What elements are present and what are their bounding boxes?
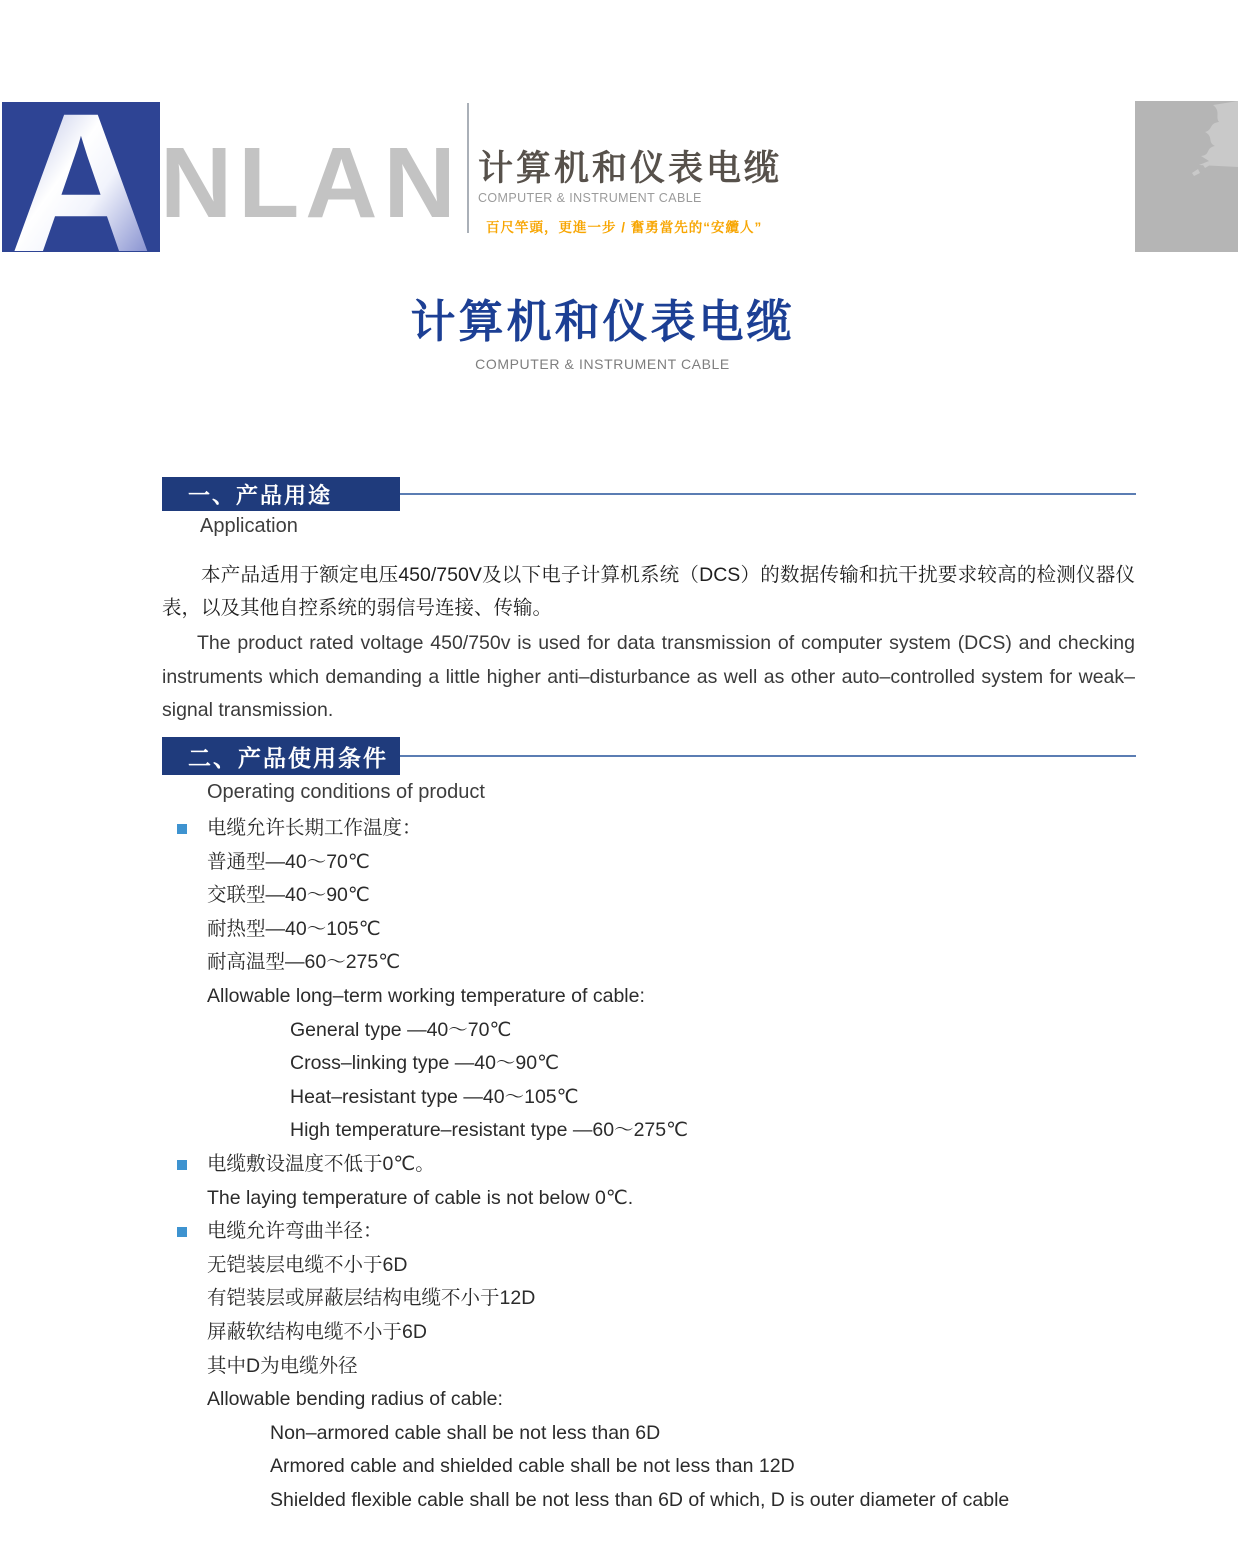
list-item [162, 1417, 1135, 1451]
list-item [162, 1383, 1135, 1417]
list-item-text: 电缆敷设温度不低于0℃。 [207, 1152, 435, 1175]
bullet-square-icon [177, 1160, 187, 1170]
list-item [162, 913, 1135, 947]
list-item-text: Allowable long–term working temperature of cable: [207, 984, 645, 1007]
list-item [162, 879, 1135, 913]
list-item-text: The laying temperature of cable is not below 0℃. [207, 1186, 634, 1209]
list-item-text: 其中D为电缆外径 [207, 1354, 358, 1377]
list-item-text: Cross–linking type —40～90℃ [290, 1052, 560, 1075]
list-item-text: General type —40～70℃ [290, 1018, 512, 1041]
logo-wordmark: NLAN [160, 127, 462, 239]
header-decorative-image [1135, 101, 1238, 252]
section1-subheading: Application [200, 515, 298, 537]
list-item [162, 812, 1135, 846]
section1-rule [400, 493, 1136, 495]
list-item [162, 1114, 1135, 1148]
list-item [162, 1316, 1135, 1350]
section1-heading-row [162, 477, 1136, 511]
list-item [162, 1484, 1135, 1518]
bullet-square-icon [177, 1227, 187, 1237]
list-item-text: 普通型—40～70℃ [207, 850, 370, 873]
logo-letter-a: A [10, 108, 153, 252]
section1-paragraph-cn: 本产品适用于额定电压450/750V及以下电子计算机系统（DCS）的数据传输和抗干扰要求较高的检测仪器仪表，以及其他自控系统的弱信号连接、传输。 [162, 564, 1135, 619]
section2-heading: 二、产品使用条件 [162, 737, 400, 775]
list-item-text: Allowable bending radius of cable: [207, 1388, 503, 1411]
brand-slogan: 百尺竿頭，更進一步 / 奮勇當先的“安纜人” [486, 219, 763, 235]
list-item-text: 电缆允许弯曲半径： [207, 1220, 383, 1243]
list-item-text: 屏蔽软结构电缆不小于6D [207, 1320, 427, 1343]
list-item [162, 1014, 1135, 1048]
brand-product-line-cn: 计算机和仪表电缆 [478, 149, 783, 188]
list-item [162, 1148, 1135, 1182]
page-subtitle: COMPUTER & INSTRUMENT CABLE [475, 355, 730, 372]
list-item [162, 1450, 1135, 1484]
section2-rule [400, 755, 1136, 757]
list-item-text: 电缆允许长期工作温度： [207, 817, 422, 839]
list-item-text: 无铠装层电缆不小于6D [207, 1253, 408, 1276]
list-item [162, 1182, 1135, 1216]
section1-paragraph-en: The product rated voltage 450/750v is used for data transmission of computer system (DCS) and checking instruments which demanding a little higher anti–disturbance as well as other auto–controlled system for weak–signal transmission. [162, 632, 1135, 721]
header-divider-line [467, 103, 469, 233]
list-item [162, 1282, 1135, 1316]
list-item-text: 耐热型—40～105℃ [207, 917, 381, 940]
list-item [162, 1215, 1135, 1249]
brand-text-block [478, 150, 782, 236]
bullet-square-icon [177, 824, 187, 834]
list-item [162, 1047, 1135, 1081]
list-item [162, 980, 1135, 1014]
leaf-silhouette-graphic [1135, 101, 1238, 252]
list-item [162, 1350, 1135, 1384]
list-item [162, 846, 1135, 880]
section2-subheading: Operating conditions of product [207, 781, 485, 803]
list-item-text: Heat–resistant type —40～105℃ [290, 1085, 579, 1108]
section2-heading-row [162, 737, 1136, 775]
list-item-text: Shielded flexible cable shall be not less than 6D of which, D is outer diameter of cable [270, 1488, 1010, 1511]
list-item-text: Armored cable and shielded cable shall be not less than 12D [270, 1455, 795, 1478]
list-item [162, 1081, 1135, 1115]
list-item-text: Non–armored cable shall be not less than 6D [270, 1421, 661, 1444]
list-item [162, 1249, 1135, 1283]
page-title-block [0, 297, 1205, 372]
list-item-text: 耐高温型—60～275℃ [207, 951, 401, 974]
brand-product-line-en: COMPUTER & INSTRUMENT CABLE [478, 190, 702, 205]
list-item-text: 有铠装层或屏蔽层结构电缆不小于12D [207, 1287, 536, 1310]
list-item [162, 946, 1135, 980]
list-item-text: High temperature–resistant type —60～275℃ [290, 1119, 689, 1142]
page-title: 计算机和仪表电缆 [410, 296, 795, 347]
operating-conditions-list [162, 812, 1135, 1517]
section1-heading: 一、产品用途 [162, 477, 400, 511]
brand-logo-mark [2, 102, 160, 252]
list-item-text: 交联型—40～90℃ [207, 884, 370, 907]
